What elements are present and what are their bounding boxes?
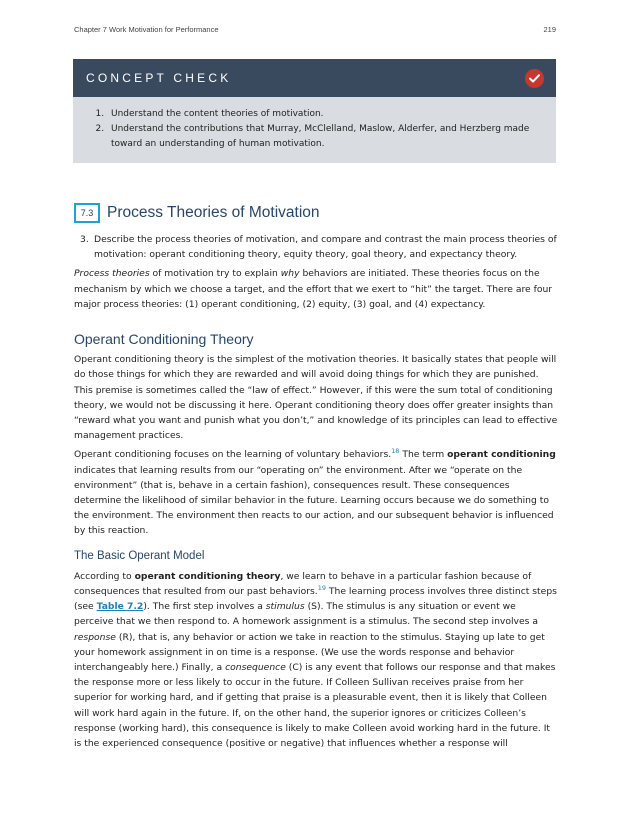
paragraph-text: (C) is any event that follows our response and that makes the response more or less likely to occur in the future. If Colleen Sullivan receives praise from her superior for working hard, and if getting that praise is a pleasurable event, then it is likely that Colleen will work hard again in the future. If, on the other hand, the superior ignores or criticizes Colleen’s response (working hard), this consequence is likely to make Colleen avoid working hard in the future. It is the experienced consequence (positive or negative) that influences whether a response will [74,662,556,750]
paragraph-text: The learning process involves three distinct steps (see [74,586,557,613]
operant-paragraph-2 [74,447,558,538]
operant-heading: Operant Conditioning Theory [74,331,254,348]
intro-text: of motivation try to explain [149,268,281,280]
operant-paragraph-1: Operant conditioning theory is the simplest of the motivation theories. It basically states that people will do those things for which they are rewarded and will avoid doing things for which they are punished. This premise is sometimes called the “law of effect.” However, if this were the sum total of conditioning theory, we would not be discussing it here. Operant conditioning theory does offer greater insights than “reward what you want and punish what you don’t,” and knowledge of its principles can lead to effective management practices. [74,354,558,442]
table-7-2-link[interactable]: Table 7.2 [96,601,144,613]
checkmark-icon [525,69,544,88]
paragraph-text: , we learn to behave in a particular fashion because of consequences that resulted from our past behaviors. [74,570,532,598]
emphasis-term: stimulus [265,601,305,613]
paragraph-text: The term [399,449,448,461]
learning-objective [74,232,558,262]
basic-model-heading: The Basic Operant Model [74,549,205,562]
main-content [74,232,558,755]
concept-check-title: CONCEPT CHECK [86,71,232,85]
section-title: Process Theories of Motivation [107,204,320,221]
concept-check-body [73,97,556,163]
running-head [74,25,556,34]
key-term: operant conditioning [447,449,556,461]
emphasis-term: response [74,631,116,643]
emphasis-term: consequence [225,662,286,674]
intro-text: behaviors are initiated. These theories focus on the mechanism by which we choose a target, and the effort that we exert to “hit” the target. There are four major process theories: (1) operant conditioning, (2) equity, (3) goal, and (4) expectancy. [74,268,553,310]
paragraph-text: indicates that learning results from our “operating on” the environment. After we “operate on the environment” (that is, behave in a certain fashion), consequences result. These consequences determine the likelihood of similar behavior in the future. Learning occurs because we do something to the environment. The environment then reacts to our action, and our subsequent behavior is influenced by this reaction. [74,464,554,537]
objective-number: 3. [80,234,89,245]
concept-check-item: 2. Understand the contributions that Murray, McClelland, Maslow, Alderfer, and Herzberg made toward an understanding of human motivation. [107,122,542,152]
paragraph-text: (R), that is, any behavior or action we take in reaction to the stimulus. Staying up late to get your homework assignment in on time is a response. (We use the words response and behavior interchangeably here.) Finally, a [74,631,545,674]
paragraph-text: According to [74,570,135,582]
paragraph-text: Operant conditioning focuses on the learning of voluntary behaviors. [74,449,392,461]
intro-emphasis: why [280,268,300,280]
concept-check-header [73,59,556,97]
section-number-badge: 7.3 [74,203,100,223]
concept-check-item: 1. Understand the content theories of motivation. [107,107,542,122]
objective-text: Describe the process theories of motivation, and compare and contrast the main process theories of motivation: operant conditioning theory, equity theory, goal theory, and expectancy theory. [94,234,557,261]
basic-model-paragraph [74,569,558,751]
intro-paragraph [74,266,558,312]
paragraph-text: ). The first step involves a [143,601,266,613]
concept-check-box [73,59,556,163]
page-number: 219 [543,25,556,34]
paragraph-text: (S). The stimulus is any situation or event we perceive that we then respond to. A homework assignment is a stimulus. The second step involves a [74,601,538,628]
intro-term: Process theories [74,268,150,280]
concept-check-list [89,107,542,152]
chapter-title: Chapter 7 Work Motivation for Performance [74,25,219,34]
key-term: operant conditioning theory [134,570,281,582]
footnote-ref-18[interactable]: 18 [391,447,400,456]
footnote-ref-19[interactable]: 19 [317,584,326,592]
section-heading [74,203,320,223]
